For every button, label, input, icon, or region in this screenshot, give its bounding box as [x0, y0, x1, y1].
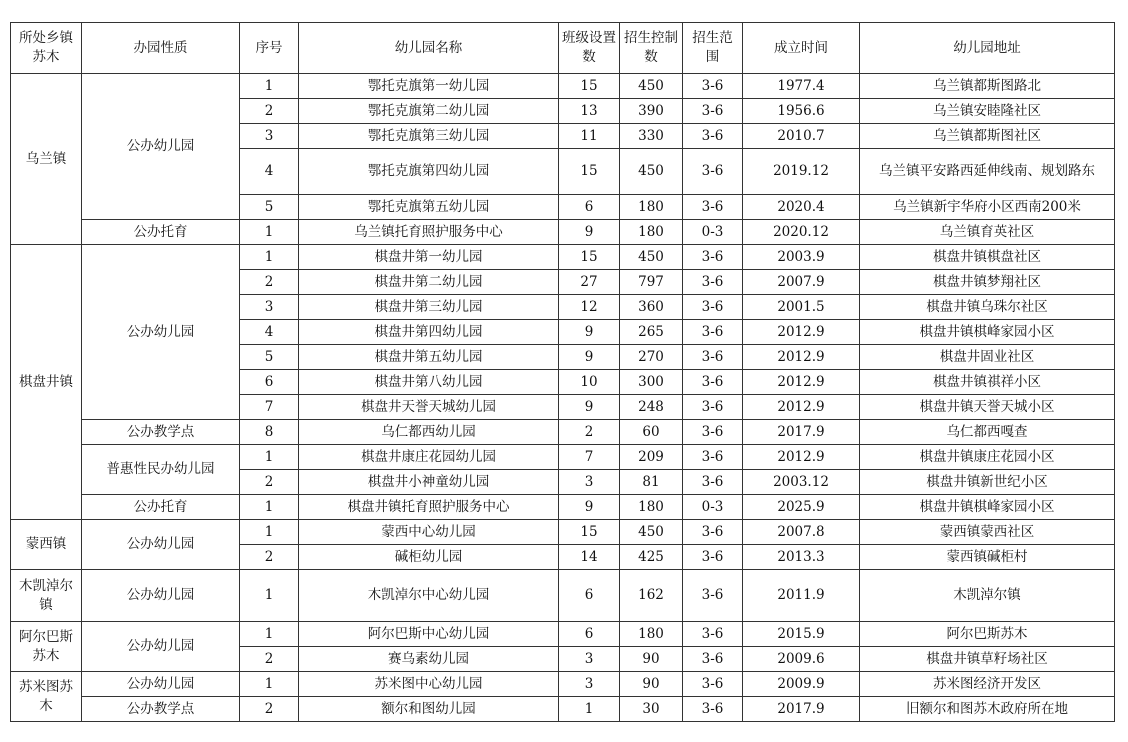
no-cell: 5 — [240, 345, 299, 370]
quota-cell: 265 — [620, 320, 683, 345]
classes-cell: 9 — [559, 320, 620, 345]
quota-cell: 30 — [620, 697, 683, 722]
no-cell: 1 — [240, 445, 299, 470]
range-cell: 3-6 — [683, 320, 743, 345]
header-address: 幼儿园地址 — [860, 23, 1115, 74]
classes-cell: 3 — [559, 470, 620, 495]
name-cell: 苏米图中心幼儿园 — [299, 672, 559, 697]
table-row — [11, 74, 1115, 99]
name-cell: 棋盘井第四幼儿园 — [299, 320, 559, 345]
founded-cell: 2010.7 — [743, 124, 860, 149]
no-cell: 4 — [240, 320, 299, 345]
founded-cell: 1977.4 — [743, 74, 860, 99]
name-cell: 棋盘井小神童幼儿园 — [299, 470, 559, 495]
header-classes: 班级设置数 — [559, 23, 620, 74]
classes-cell: 9 — [559, 220, 620, 245]
nature-cell: 公办幼儿园 — [82, 622, 240, 672]
no-cell: 1 — [240, 570, 299, 622]
address-cell: 棋盘井镇棋盘社区 — [860, 245, 1115, 270]
no-cell: 1 — [240, 245, 299, 270]
range-cell: 3-6 — [683, 622, 743, 647]
founded-cell: 2001.5 — [743, 295, 860, 320]
range-cell: 3-6 — [683, 697, 743, 722]
address-cell: 棋盘井镇天誉天城小区 — [860, 395, 1115, 420]
name-cell: 鄂托克旗第三幼儿园 — [299, 124, 559, 149]
classes-cell: 12 — [559, 295, 620, 320]
range-cell: 3-6 — [683, 295, 743, 320]
name-cell: 乌兰镇托育照护服务中心 — [299, 220, 559, 245]
classes-cell: 15 — [559, 245, 620, 270]
range-cell: 3-6 — [683, 74, 743, 99]
founded-cell: 2009.6 — [743, 647, 860, 672]
quota-cell: 450 — [620, 74, 683, 99]
name-cell: 棋盘井第三幼儿园 — [299, 295, 559, 320]
address-cell: 木凯淖尔镇 — [860, 570, 1115, 622]
no-cell: 2 — [240, 99, 299, 124]
range-cell: 3-6 — [683, 395, 743, 420]
classes-cell: 15 — [559, 149, 620, 195]
name-cell: 蒙西中心幼儿园 — [299, 520, 559, 545]
quota-cell: 797 — [620, 270, 683, 295]
name-cell: 乌仁都西幼儿园 — [299, 420, 559, 445]
no-cell: 1 — [240, 520, 299, 545]
range-cell: 3-6 — [683, 545, 743, 570]
no-cell: 1 — [240, 495, 299, 520]
quota-cell: 248 — [620, 395, 683, 420]
quota-cell: 180 — [620, 195, 683, 220]
address-cell: 棋盘井镇新世纪小区 — [860, 470, 1115, 495]
founded-cell: 2012.9 — [743, 345, 860, 370]
table-row — [11, 220, 1115, 245]
kindergarten-table — [10, 22, 1115, 722]
address-cell: 阿尔巴斯苏木 — [860, 622, 1115, 647]
header-row — [11, 23, 1115, 74]
founded-cell: 2012.9 — [743, 320, 860, 345]
town-cell: 蒙西镇 — [11, 520, 82, 570]
founded-cell: 2012.9 — [743, 370, 860, 395]
name-cell: 棋盘井天誉天城幼儿园 — [299, 395, 559, 420]
quota-cell: 300 — [620, 370, 683, 395]
founded-cell: 2020.4 — [743, 195, 860, 220]
range-cell: 3-6 — [683, 672, 743, 697]
classes-cell: 1 — [559, 697, 620, 722]
quota-cell: 180 — [620, 622, 683, 647]
range-cell: 3-6 — [683, 270, 743, 295]
quota-cell: 360 — [620, 295, 683, 320]
address-cell: 棋盘井镇草籽场社区 — [860, 647, 1115, 672]
no-cell: 1 — [240, 622, 299, 647]
classes-cell: 6 — [559, 622, 620, 647]
quota-cell: 180 — [620, 220, 683, 245]
table-row — [11, 445, 1115, 470]
classes-cell: 9 — [559, 345, 620, 370]
address-cell: 棋盘井固业社区 — [860, 345, 1115, 370]
town-cell: 阿尔巴斯苏木 — [11, 622, 82, 672]
no-cell: 2 — [240, 647, 299, 672]
founded-cell: 2017.9 — [743, 697, 860, 722]
no-cell: 2 — [240, 270, 299, 295]
quota-cell: 450 — [620, 520, 683, 545]
town-cell: 棋盘井镇 — [11, 245, 82, 520]
no-cell: 4 — [240, 149, 299, 195]
classes-cell: 9 — [559, 495, 620, 520]
address-cell: 苏米图经济开发区 — [860, 672, 1115, 697]
nature-cell: 公办幼儿园 — [82, 570, 240, 622]
name-cell: 棋盘井第一幼儿园 — [299, 245, 559, 270]
header-town: 所处乡镇苏木 — [11, 23, 82, 74]
address-cell: 棋盘井镇康庄花园小区 — [860, 445, 1115, 470]
name-cell: 棋盘井康庄花园幼儿园 — [299, 445, 559, 470]
address-cell: 乌兰镇都斯图社区 — [860, 124, 1115, 149]
header-founded: 成立时间 — [743, 23, 860, 74]
founded-cell: 2015.9 — [743, 622, 860, 647]
range-cell: 3-6 — [683, 149, 743, 195]
nature-cell: 公办幼儿园 — [82, 672, 240, 697]
classes-cell: 3 — [559, 647, 620, 672]
nature-cell: 公办幼儿园 — [82, 520, 240, 570]
address-cell: 乌兰镇育英社区 — [860, 220, 1115, 245]
range-cell: 3-6 — [683, 245, 743, 270]
no-cell: 2 — [240, 697, 299, 722]
nature-cell: 公办托育 — [82, 220, 240, 245]
classes-cell: 10 — [559, 370, 620, 395]
no-cell: 5 — [240, 195, 299, 220]
quota-cell: 81 — [620, 470, 683, 495]
address-cell: 旧额尔和图苏木政府所在地 — [860, 697, 1115, 722]
quota-cell: 90 — [620, 672, 683, 697]
quota-cell: 425 — [620, 545, 683, 570]
quota-cell: 390 — [620, 99, 683, 124]
address-cell: 蒙西镇碱柜村 — [860, 545, 1115, 570]
classes-cell: 9 — [559, 395, 620, 420]
founded-cell: 2020.12 — [743, 220, 860, 245]
address-cell: 棋盘井镇乌珠尔社区 — [860, 295, 1115, 320]
range-cell: 3-6 — [683, 520, 743, 545]
address-cell: 蒙西镇蒙西社区 — [860, 520, 1115, 545]
quota-cell: 60 — [620, 420, 683, 445]
founded-cell: 2012.9 — [743, 445, 860, 470]
quota-cell: 162 — [620, 570, 683, 622]
classes-cell: 3 — [559, 672, 620, 697]
classes-cell: 27 — [559, 270, 620, 295]
address-cell: 乌兰镇安睦隆社区 — [860, 99, 1115, 124]
classes-cell: 6 — [559, 195, 620, 220]
range-cell: 0-3 — [683, 495, 743, 520]
table-row — [11, 420, 1115, 445]
table-row — [11, 622, 1115, 647]
header-range: 招生范围 — [683, 23, 743, 74]
nature-cell: 公办幼儿园 — [82, 74, 240, 220]
header-no: 序号 — [240, 23, 299, 74]
classes-cell: 11 — [559, 124, 620, 149]
kindergarten-table-wrap — [10, 22, 1115, 722]
range-cell: 0-3 — [683, 220, 743, 245]
quota-cell: 180 — [620, 495, 683, 520]
quota-cell: 450 — [620, 245, 683, 270]
nature-cell: 公办教学点 — [82, 697, 240, 722]
founded-cell: 2007.9 — [743, 270, 860, 295]
name-cell: 鄂托克旗第一幼儿园 — [299, 74, 559, 99]
range-cell: 3-6 — [683, 420, 743, 445]
range-cell: 3-6 — [683, 370, 743, 395]
founded-cell: 2017.9 — [743, 420, 860, 445]
address-cell: 棋盘井镇梦翔社区 — [860, 270, 1115, 295]
header-nature: 办园性质 — [82, 23, 240, 74]
header-quota: 招生控制数 — [620, 23, 683, 74]
name-cell: 赛乌素幼儿园 — [299, 647, 559, 672]
range-cell: 3-6 — [683, 124, 743, 149]
classes-cell: 15 — [559, 74, 620, 99]
range-cell: 3-6 — [683, 99, 743, 124]
founded-cell: 2025.9 — [743, 495, 860, 520]
town-cell: 苏米图苏木 — [11, 672, 82, 722]
classes-cell: 6 — [559, 570, 620, 622]
no-cell: 7 — [240, 395, 299, 420]
no-cell: 1 — [240, 74, 299, 99]
name-cell: 棋盘井第二幼儿园 — [299, 270, 559, 295]
no-cell: 2 — [240, 545, 299, 570]
range-cell: 3-6 — [683, 647, 743, 672]
name-cell: 棋盘井第八幼儿园 — [299, 370, 559, 395]
address-cell: 乌兰镇平安路西延伸线南、规划路东 — [860, 149, 1115, 195]
name-cell: 棋盘井镇托育照护服务中心 — [299, 495, 559, 520]
quota-cell: 450 — [620, 149, 683, 195]
nature-cell: 普惠性民办幼儿园 — [82, 445, 240, 495]
classes-cell: 7 — [559, 445, 620, 470]
range-cell: 3-6 — [683, 570, 743, 622]
founded-cell: 2013.3 — [743, 545, 860, 570]
quota-cell: 90 — [620, 647, 683, 672]
table-row — [11, 672, 1115, 697]
range-cell: 3-6 — [683, 195, 743, 220]
name-cell: 鄂托克旗第五幼儿园 — [299, 195, 559, 220]
address-cell: 棋盘井镇祺祥小区 — [860, 370, 1115, 395]
town-cell: 木凯淖尔镇 — [11, 570, 82, 622]
no-cell: 2 — [240, 470, 299, 495]
address-cell: 棋盘井镇棋峰家园小区 — [860, 495, 1115, 520]
no-cell: 8 — [240, 420, 299, 445]
name-cell: 木凯淖尔中心幼儿园 — [299, 570, 559, 622]
classes-cell: 15 — [559, 520, 620, 545]
quota-cell: 270 — [620, 345, 683, 370]
header-name: 幼儿园名称 — [299, 23, 559, 74]
classes-cell: 2 — [559, 420, 620, 445]
address-cell: 乌兰镇都斯图路北 — [860, 74, 1115, 99]
table-row — [11, 495, 1115, 520]
name-cell: 碱柜幼儿园 — [299, 545, 559, 570]
address-cell: 乌兰镇新宇华府小区西南200米 — [860, 195, 1115, 220]
no-cell: 3 — [240, 295, 299, 320]
name-cell: 鄂托克旗第二幼儿园 — [299, 99, 559, 124]
address-cell: 棋盘井镇棋峰家园小区 — [860, 320, 1115, 345]
address-cell: 乌仁都西嘎查 — [860, 420, 1115, 445]
range-cell: 3-6 — [683, 345, 743, 370]
no-cell: 1 — [240, 220, 299, 245]
nature-cell: 公办教学点 — [82, 420, 240, 445]
table-row — [11, 520, 1115, 545]
nature-cell: 公办托育 — [82, 495, 240, 520]
town-cell: 乌兰镇 — [11, 74, 82, 245]
no-cell: 1 — [240, 672, 299, 697]
founded-cell: 2012.9 — [743, 395, 860, 420]
founded-cell: 2003.12 — [743, 470, 860, 495]
no-cell: 3 — [240, 124, 299, 149]
founded-cell: 2019.12 — [743, 149, 860, 195]
name-cell: 阿尔巴斯中心幼儿园 — [299, 622, 559, 647]
founded-cell: 2011.9 — [743, 570, 860, 622]
classes-cell: 14 — [559, 545, 620, 570]
range-cell: 3-6 — [683, 445, 743, 470]
quota-cell: 209 — [620, 445, 683, 470]
founded-cell: 2003.9 — [743, 245, 860, 270]
name-cell: 额尔和图幼儿园 — [299, 697, 559, 722]
nature-cell: 公办幼儿园 — [82, 245, 240, 420]
founded-cell: 1956.6 — [743, 99, 860, 124]
table-row — [11, 697, 1115, 722]
range-cell: 3-6 — [683, 470, 743, 495]
founded-cell: 2009.9 — [743, 672, 860, 697]
name-cell: 棋盘井第五幼儿园 — [299, 345, 559, 370]
table-row — [11, 570, 1115, 622]
table-row — [11, 245, 1115, 270]
classes-cell: 13 — [559, 99, 620, 124]
founded-cell: 2007.8 — [743, 520, 860, 545]
name-cell: 鄂托克旗第四幼儿园 — [299, 149, 559, 195]
quota-cell: 330 — [620, 124, 683, 149]
no-cell: 6 — [240, 370, 299, 395]
